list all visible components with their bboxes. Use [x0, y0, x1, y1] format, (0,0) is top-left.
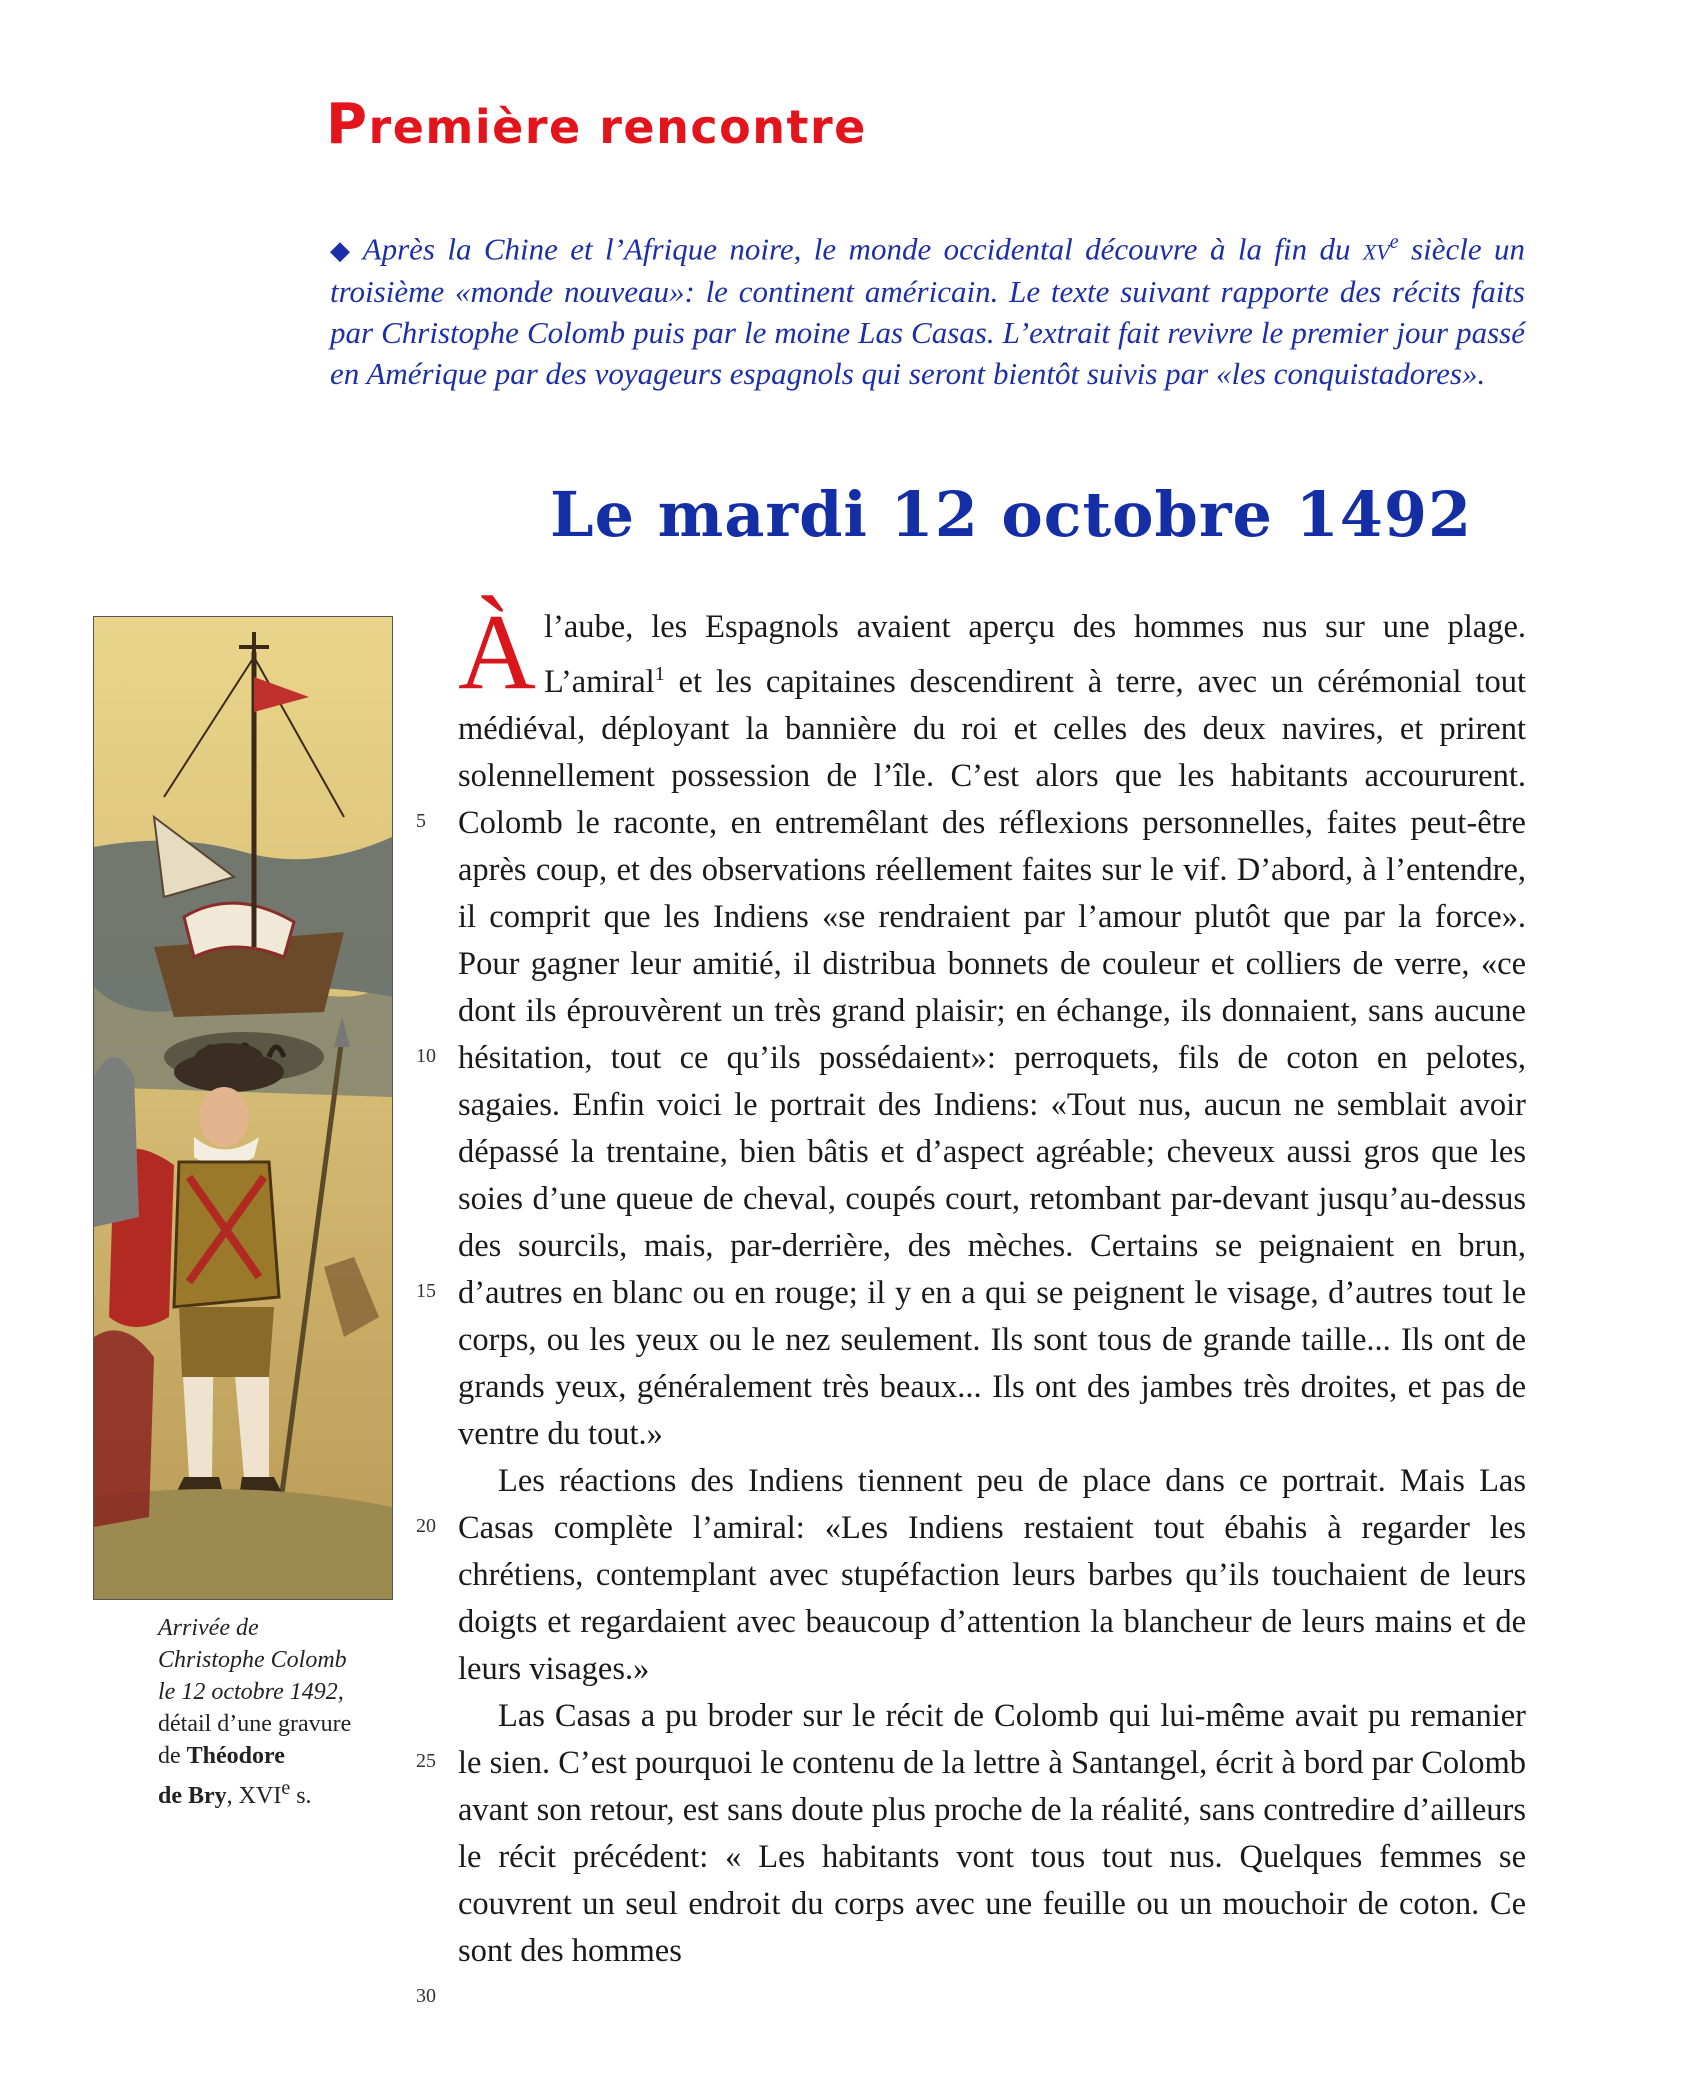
- section-title-rest: remière rencontre: [368, 100, 867, 154]
- body-p1-start: l’aube, les Espagnols avaient aperçu des hommes nus sur une plage. L’amiral: [544, 609, 1526, 700]
- figure-caption: [158, 1612, 398, 1812]
- body-paragraph-2: Les réactions des Indiens tiennent peu de place dans ce portrait. Mais Las Casas complète l’amiral: «Les Indiens restaient tout ébahis à regarder les chrétiens, contemplant avec stupéfaction leurs barbes qu’ils touchaient de leurs doigts et regardaient avec beaucoup d’attention la blancheur de leurs mains et de leurs visages.»: [458, 1462, 1526, 1687]
- caption-century-sup: e: [281, 1777, 291, 1799]
- caption-line-4: détail d’une gravure: [158, 1711, 352, 1737]
- article-headline: Le mardi 12 octobre 1492: [550, 478, 1473, 551]
- diamond-bullet-icon: ◆: [330, 236, 355, 266]
- line-number: 20: [416, 1515, 436, 1537]
- intro-text-2: siècle un troisième «monde nouveau»: le continent américain. Le texte suivant rapporte des récits faits par Christophe Colomb puis par le moine Las Casas. L’extrait fait revivre le premier jour passé en Amérique par des voyageurs espagnols qui seront bientôt suivis par «les conquistadores».: [330, 231, 1525, 392]
- engraving-image: [93, 616, 393, 1600]
- body-p1-rest: et les capitaines descendirent à terre, avec un cérémonial tout médiéval, déployant la bannière du roi et celles des deux navires, et prirent solennellement possession de l’île. C’est alors que les habitants accoururent. Colomb le raconte, en entremêlant des réflexions personnelles, faites peut-être après coup, et des observations réellement faites sur le vif. D’abord, à l’entendre, il comprit que les Indiens «se rendraient par l’amour plutôt que par la force». Pour gagner leur amitié, il distribua bonnets de couleur et colliers de verre, «ce dont ils éprouvèrent un très grand plaisir; en échange, ils donnaient, sans aucune hésitation, tout ce qu’ils possédaient»: perroquets, fils de coton en pelotes, sagaies. Enfin voici le portrait des Indiens: «Tout nus, aucun ne semblait avoir dépassé la trentaine, bien bâtis et d’aspect agréable; cheveux aussi gros que les soies d’une queue de cheval, coupés court, retombant par-devant jusqu’au-dessus des sourcils, mais, par-derrière, des mèches. Certains se peignaient en brun, d’autres en blanc ou en rouge; il y en a qui se peignent le visage, d’autres tout le corps, ou les yeux ou le nez seulement. Ils sont tous de grande taille... Ils ont de grands yeux, généralement très beaux... Ils ont des jambes très droites, et pas de ventre du tout.»: [458, 663, 1526, 1452]
- line-number: 5: [416, 810, 426, 832]
- caption-century: , XVI: [226, 1783, 282, 1809]
- intro-century: xv: [1362, 231, 1390, 267]
- caption-artist-first: Théodore: [186, 1743, 285, 1769]
- line-number: 10: [416, 1045, 436, 1067]
- line-number: 30: [416, 1985, 436, 2007]
- footnote-marker: 1: [654, 663, 665, 685]
- caption-line-3: le 12 octobre 1492,: [158, 1679, 344, 1705]
- caption-end: s.: [290, 1783, 312, 1809]
- intro-text-1: Après la Chine et l’Afrique noire, le monde occidental découvre à la fin du: [362, 231, 1363, 267]
- article-body: [458, 593, 1526, 1975]
- line-number: 15: [416, 1280, 436, 1302]
- line-number: 25: [416, 1750, 436, 1772]
- section-title-initial: P: [326, 92, 369, 157]
- drop-cap: À: [458, 593, 536, 712]
- intro-century-sup: e: [1389, 231, 1399, 253]
- body-paragraph-3: Las Casas a pu broder sur le récit de Colomb qui lui-même avait pu remanier le sien. C’est pourquoi le contenu de la lettre à Santangel, écrit à bord par Colomb avant son retour, est sans doute plus proche de la réalité, sans contredire d’ailleurs le récit précédent: « Les habitants vont tous tout nus. Quelques femmes se couvrent un seul endroit du corps avec une feuille ou un mouchoir de coton. Ce sont des hommes: [458, 1697, 1526, 1969]
- intro-paragraph: [330, 222, 1525, 394]
- section-title: [326, 92, 867, 157]
- caption-line-1: Arrivée de: [158, 1615, 259, 1641]
- caption-artist-last: de Bry: [158, 1783, 227, 1809]
- body-paragraph-1: [458, 593, 1526, 1458]
- caption-de: de: [158, 1743, 187, 1769]
- caption-line-2: Christophe Colomb: [158, 1647, 347, 1673]
